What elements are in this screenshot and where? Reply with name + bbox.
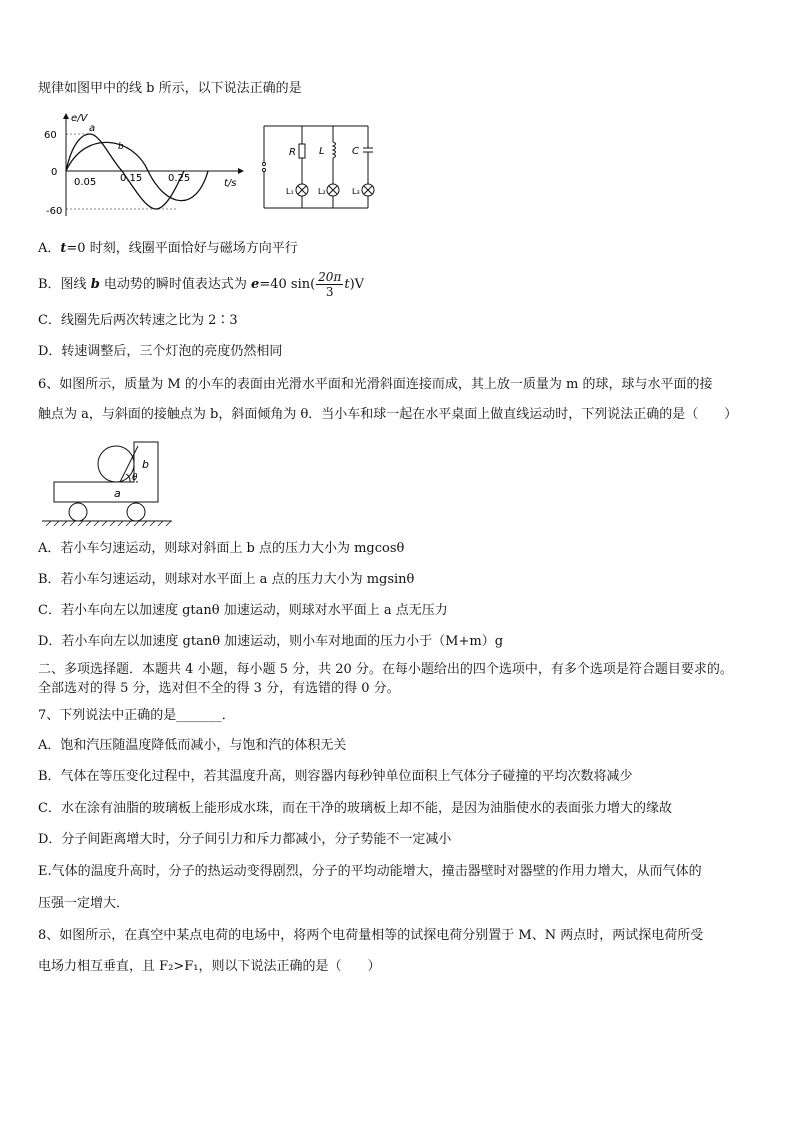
y-tick-60: 60	[44, 130, 57, 141]
label-l3: L₃	[352, 187, 360, 196]
wheel-left	[69, 503, 87, 521]
label-a: a	[114, 487, 121, 500]
q7-option-a: A．饱和汽压随温度降低而减小，与饱和汽的体积无关	[38, 738, 347, 753]
q6-option-b: B．若小车匀速运动，则球对水平面上 a 点的压力大小为 mgsinθ	[38, 572, 415, 587]
emf-graph	[38, 108, 248, 223]
q7-stem: 7、下列说法中正确的是_______．	[38, 708, 235, 723]
q7-option-b: B．气体在等压变化过程中，若其温度升高，则容器内每秒钟单位面积上气体分子碰撞的平均次数将减少	[38, 769, 633, 784]
y-axis-label: e/V	[71, 113, 88, 124]
q8-stem-line2: 电场力相互垂直，且 F₂>F₁，则以下说法正确的是（ ）	[38, 959, 381, 974]
q8-stem-line1: 8、如图所示，在真空中某点电荷的电场中，将两个电荷量相等的试探电荷分别置于 M、N 两点时，两试探电荷所受	[38, 928, 704, 943]
x-tick-025: 0.25	[168, 173, 191, 184]
q6-option-a: A．若小车匀速运动，则球对斜面上 b 点的压力大小为 mgcosθ	[38, 541, 405, 556]
resistor-r	[299, 144, 305, 158]
q5-option-d: D．转速调整后，三个灯泡的亮度仍然相同	[38, 344, 283, 359]
x-tick-015: 0.15	[120, 173, 143, 184]
wheel-right	[127, 503, 145, 521]
q7-option-d: D．分子间距离增大时，分子间引力和斥力都减小，分子势能不一定减小	[38, 832, 452, 847]
cart-ball-figure	[38, 432, 178, 527]
label-l: L	[319, 146, 325, 157]
q5-option-c: C．线圈先后两次转速之比为 2∶3	[38, 313, 238, 328]
label-l1: L₁	[286, 187, 294, 196]
q7-option-c: C．水在涂有油脂的玻璃板上能形成水珠，而在干净的玻璃板上却不能，是因为油脂使水的表面张力增大的缘故	[38, 801, 672, 816]
q6-option-c: C．若小车向左以加速度 gtanθ 加速运动，则球对水平面上 a 点无压力	[38, 603, 448, 618]
curve-a-label: a	[89, 123, 96, 134]
x-axis-label: t/s	[224, 178, 237, 189]
q5-option-a: A．t=0 时刻，线圈平面恰好与磁场方向平行	[38, 241, 298, 256]
label-theta: θ	[132, 473, 138, 483]
label-b: b	[142, 458, 149, 471]
x-tick-005: 0.05	[74, 177, 97, 188]
fraction-20pi-3: $\frac{20\pi}{3}$	[318, 270, 342, 299]
y-tick-0: 0	[51, 167, 58, 178]
cart-body	[54, 442, 158, 502]
q6-option-d: D．若小车向左以加速度 gtanθ 加速运动，则小车对地面的压力小于（M+m）g	[38, 634, 504, 649]
q7-option-e-line2: 压强一定增大．	[38, 896, 130, 911]
label-r: R	[289, 147, 296, 158]
circuit-diagram	[248, 118, 383, 218]
q5-option-b: B．图线 b 电动势的瞬时值表达式为 e=40 sin( $\frac{20\pi}{3}$ t)V	[38, 270, 365, 299]
curve-b-label: b	[118, 142, 124, 152]
q6-stem-line1: 6、如图所示，质量为 M 的小车的表面由光滑水平面和光滑斜面连接而成，其上放一质量为 m 的球，球与水平面的接	[38, 377, 713, 392]
label-c: C	[352, 146, 359, 157]
label-l2: L₂	[318, 187, 326, 196]
y-tick-neg60: -60	[46, 206, 63, 217]
intro-text: 规律如图甲中的线 b 所示，以下说法正确的是	[38, 81, 302, 96]
inductor-l	[333, 142, 336, 158]
section2-line1: 二、多项选择题．本题共 4 小题，每小题 5 分，共 20 分。在每小题给出的四个选项中，有多个选项是符合题目要求的。	[38, 662, 733, 677]
q7-option-e-line1: E.气体的温度升高时，分子的热运动变得剧烈，分子的平均动能增大，撞击器壁时对器壁的作用力增大，从而气体的	[38, 864, 702, 879]
section2-line2: 全部选对的得 5 分，选对但不全的得 3 分，有选错的得 0 分。	[38, 681, 400, 696]
q6-stem-line2: 触点为 a，与斜面的接触点为 b，斜面倾角为 θ．当小车和球一起在水平桌面上做直线运动时，下列说法正确的是（ ）	[38, 407, 738, 422]
